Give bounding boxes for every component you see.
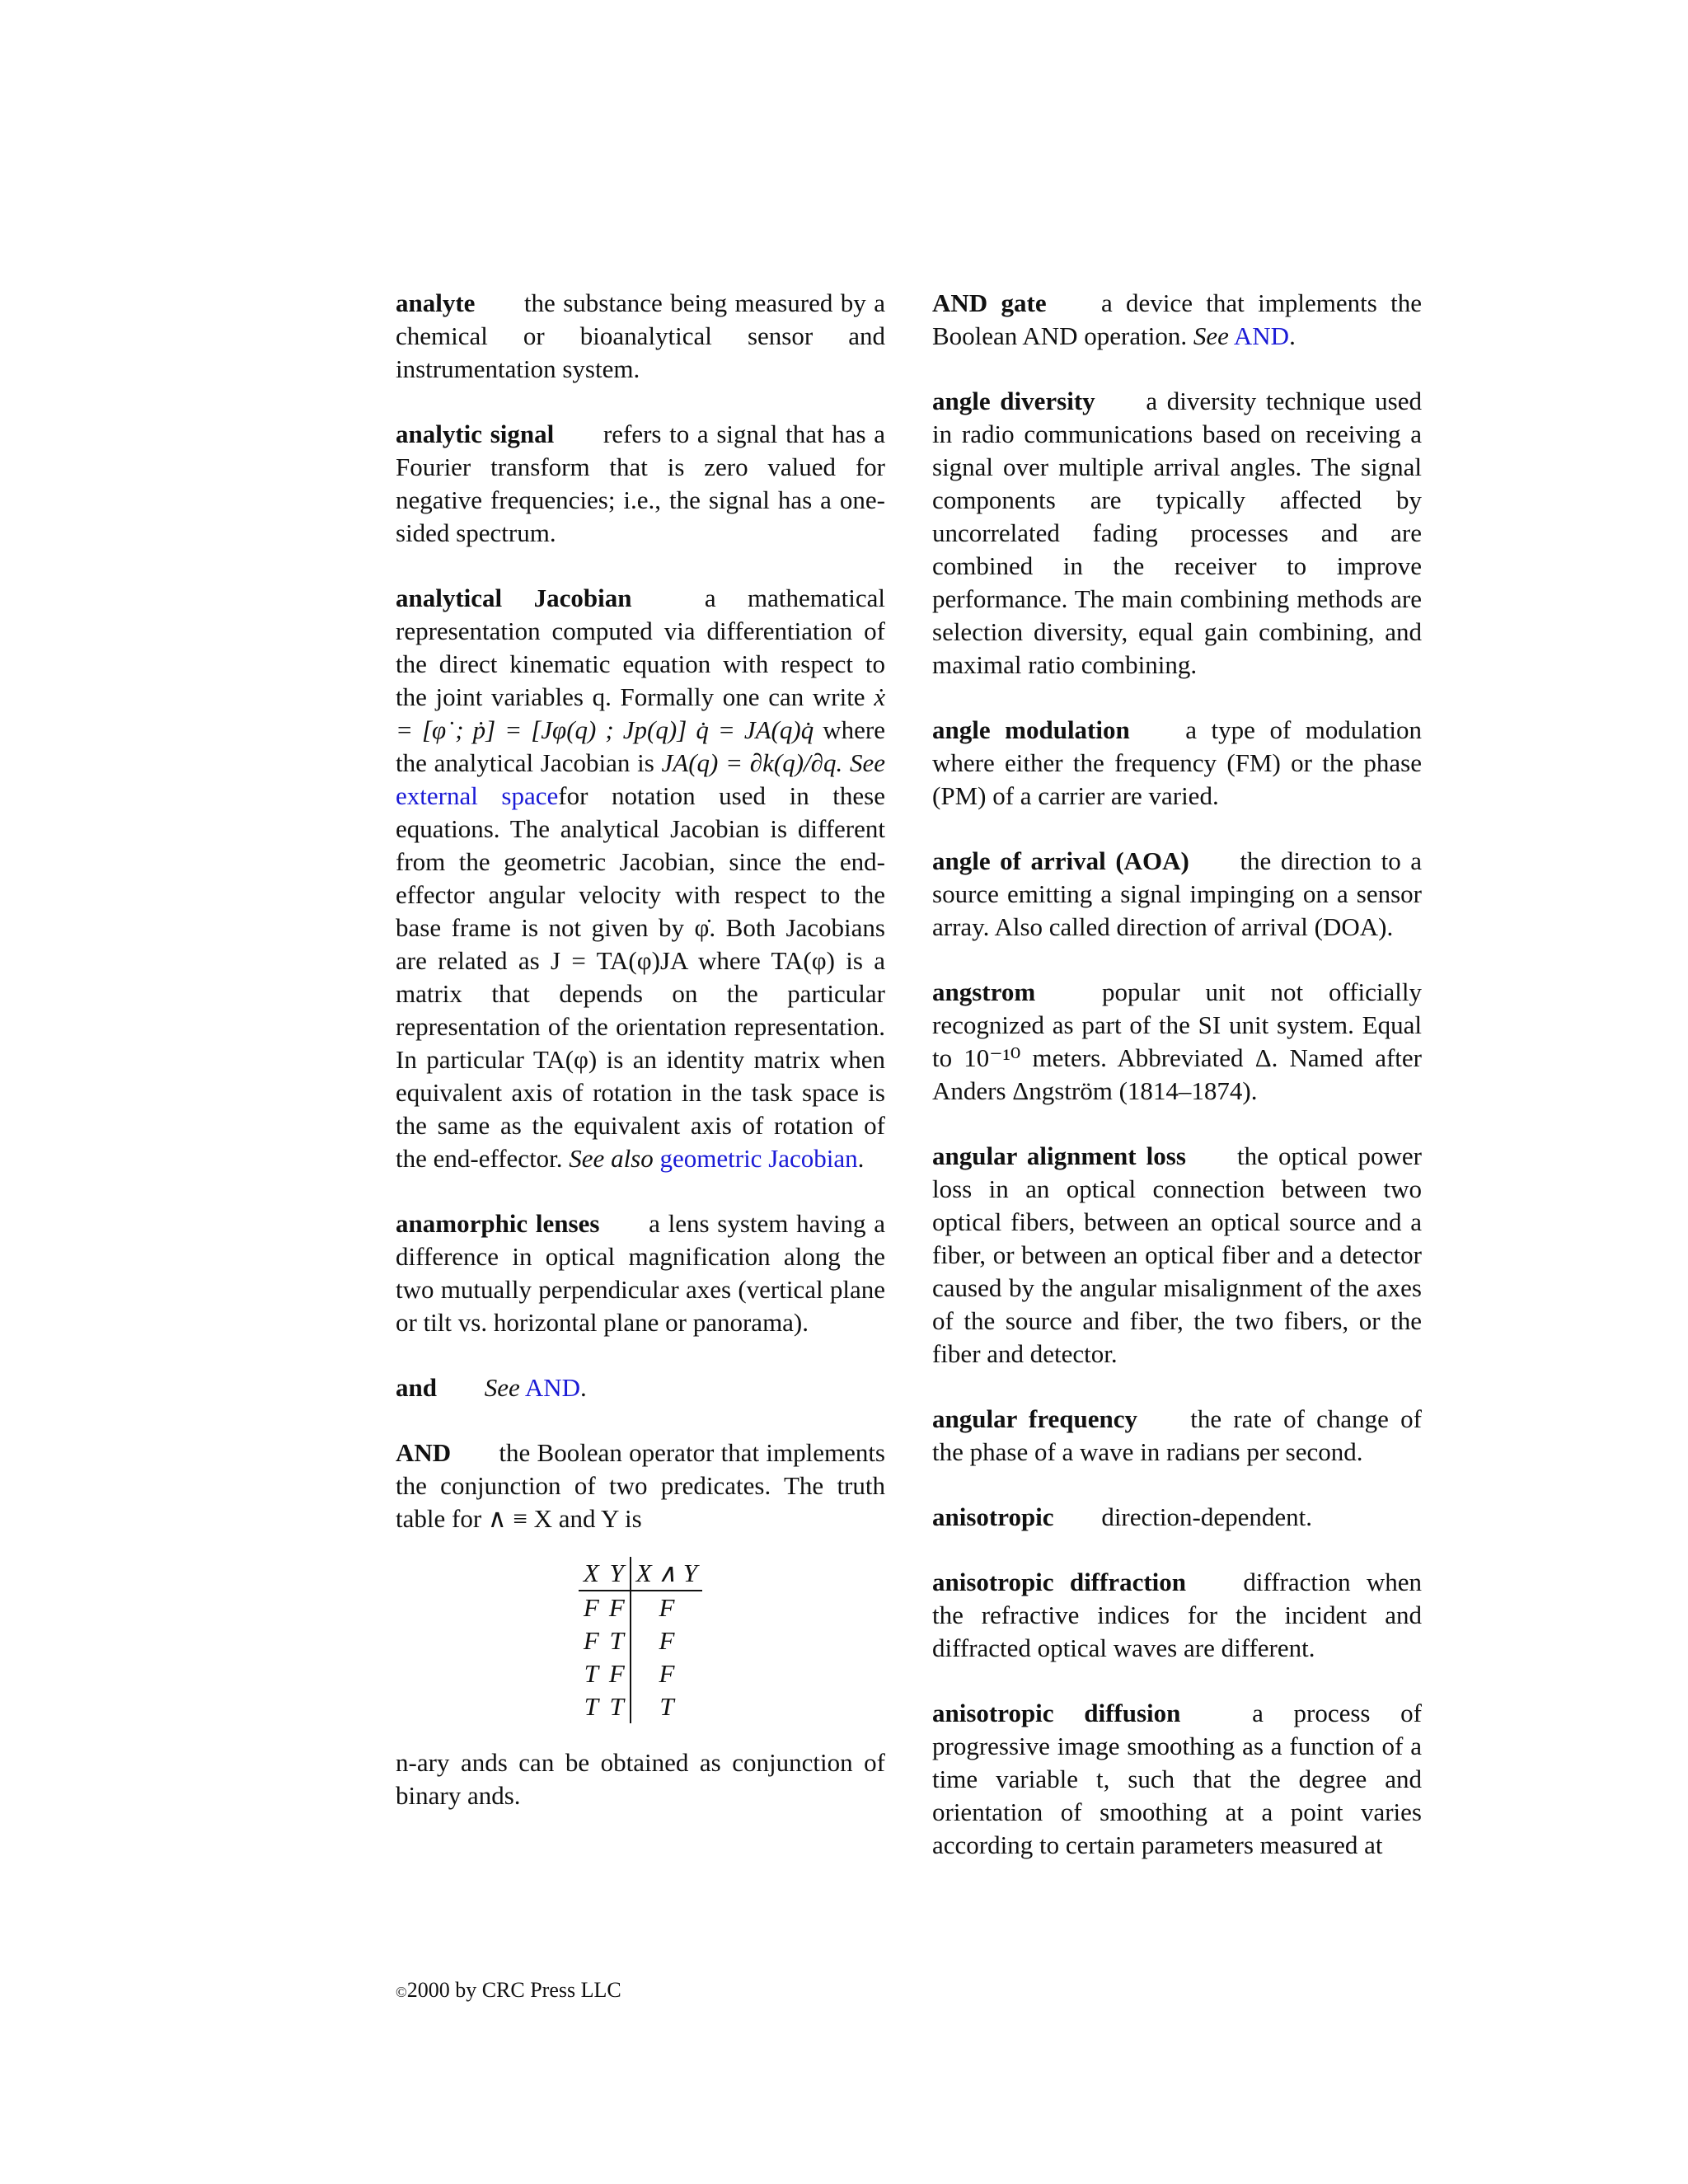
truth-table-header-x: X: [579, 1557, 604, 1591]
truth-table-header-y: Y: [604, 1557, 631, 1591]
entry-angle-diversity: [932, 385, 1422, 682]
definition-analyte: the substance being measured by a chemical or bioanalytical sensor and instrumentation system.: [396, 288, 885, 383]
definition-and-gate: a device that implements the Boolean AND operation.: [932, 288, 1423, 350]
entry-analytic-signal: [396, 418, 885, 550]
term-anisotropic-diffraction: anisotropic diffraction: [932, 1568, 1187, 1596]
definition-analytical-jacobian-part3: for notation used in these equations. The analytical Jacobian is different from the geometric Jacobian, since the end-effector angular velocity with respect to the base frame is not given by φ̇. Both Jacobians are related as J = TA(φ)JA where TA(φ) is a matrix that depends on the particular representation of the orientation representation. In particular TA(φ) is an identity matrix when equivalent axis of rotation in the task space is the same as the equivalent axis of rotation of the end-effector.: [396, 781, 885, 1173]
and-after-table-text: n-ary ands can be obtained as conjunction of binary ands.: [396, 1748, 885, 1810]
definition-angle-modulation: a type of modulation where either the frequency (FM) or the phase (PM) of a carrier are varied.: [932, 715, 1422, 810]
entry-end-period: .: [857, 1144, 865, 1173]
table-cell: T: [584, 1692, 598, 1721]
term-and-uppercase: AND: [396, 1438, 452, 1467]
entry-anamorphic-lenses: [396, 1207, 885, 1339]
entry-anisotropic-diffraction: [932, 1566, 1422, 1665]
see-label: See: [849, 748, 886, 777]
entry-and-uppercase: [396, 1436, 885, 1812]
truth-table: [579, 1557, 702, 1723]
page-footer: [396, 1974, 621, 2008]
table-row: [579, 1657, 702, 1690]
entry-angular-alignment-loss: [932, 1140, 1422, 1371]
table-cell: T: [584, 1659, 598, 1688]
table-cell: F: [631, 1657, 702, 1690]
xref-and[interactable]: AND: [524, 1373, 580, 1402]
definition-and-uppercase: the Boolean operator that implements the conjunction of two predicates. The truth table for ∧ ≡ X and Y is: [396, 1438, 885, 1533]
definition-anamorphic-lenses: a lens system having a difference in optical magnification along the two mutually perpendicular axes (vertical plane or tilt vs. horizontal plane or panorama).: [396, 1209, 885, 1337]
term-analytic-signal: analytic signal: [396, 419, 555, 448]
entry-angular-frequency: [932, 1403, 1422, 1469]
entry-analytical-jacobian: [396, 582, 885, 1175]
table-cell: F: [583, 1593, 599, 1622]
xref-and[interactable]: AND: [1233, 321, 1290, 350]
entry-end-period: .: [1289, 321, 1296, 350]
term-angle-modulation: angle modulation: [932, 715, 1130, 744]
copyright-text: 2000 by CRC Press LLC: [406, 1978, 621, 2002]
table-cell: F: [631, 1624, 702, 1657]
term-anamorphic-lenses: anamorphic lenses: [396, 1209, 600, 1238]
entry-angle-of-arrival: [932, 845, 1422, 944]
term-angle-of-arrival: angle of arrival (AOA): [932, 846, 1189, 875]
term-angstrom: angstrom: [932, 977, 1036, 1006]
table-cell: T: [609, 1692, 624, 1721]
entry-angle-modulation: [932, 714, 1422, 813]
formula-jacobian-velocity: ẋ = [φ̇ ; ṗ] = [Jφ(q) ; Jp(q)] q̇ = JA(q)q̇: [396, 682, 885, 744]
definition-anisotropic: direction-dependent.: [1101, 1502, 1312, 1531]
term-analytical-jacobian: analytical Jacobian: [396, 583, 632, 612]
table-cell: T: [631, 1690, 702, 1723]
definition-angular-frequency: the rate of change of the phase of a wave in radians per second.: [932, 1404, 1422, 1466]
table-cell: F: [608, 1659, 625, 1688]
term-anisotropic: anisotropic: [932, 1502, 1054, 1531]
formula-jacobian-definition: JA(q) = ∂k(q)/∂q.: [661, 748, 843, 777]
definition-analytic-signal: refers to a signal that has a Fourier transform that is zero valued for negative frequencies; i.e., the signal has a one-sided spectrum.: [396, 419, 885, 547]
definition-angle-of-arrival: the direction to a source emitting a signal impinging on a sensor array. Also called direction of arrival (DOA).: [932, 846, 1423, 941]
entry-and-lowercase: [396, 1371, 885, 1404]
table-row: [579, 1690, 702, 1723]
entry-end-period: .: [579, 1373, 587, 1402]
right-column: [932, 287, 1422, 1894]
term-and-gate: AND gate: [932, 288, 1047, 317]
entry-anisotropic-diffusion: [932, 1697, 1422, 1862]
table-cell: F: [608, 1593, 625, 1622]
definition-angstrom: popular unit not officially recognized as part of the SI unit system. Equal to 10⁻¹⁰ meters. Abbreviated Δ. Named after Anders Δngström (1814–1874).: [932, 977, 1422, 1105]
see-label: See: [1193, 321, 1229, 350]
xref-geometric-jacobian[interactable]: geometric Jacobian: [659, 1144, 858, 1173]
entry-analyte: [396, 287, 885, 386]
table-row: [579, 1624, 702, 1657]
see-label: See: [484, 1373, 520, 1402]
entry-angstrom: [932, 976, 1422, 1108]
definition-angle-diversity: a diversity technique used in radio communications based on receiving a signal over multiple arrival angles. The signal components are typically affected by uncorrelated fading processes and are combined in the receiver to improve performance. The main combining methods are selection diversity, equal gain combining, and maximal ratio combining.: [932, 387, 1422, 679]
left-column: [396, 287, 885, 1812]
term-analyte: analyte: [396, 288, 476, 317]
truth-table-header-result: X ∧ Y: [631, 1557, 702, 1591]
definition-anisotropic-diffusion: a process of progressive image smoothing as a function of a time variable t, such that the degree and orientation of smoothing at a point varies according to certain parameters measured at: [932, 1699, 1422, 1859]
table-cell: F: [631, 1591, 702, 1624]
term-and-lowercase: and: [396, 1373, 437, 1402]
truth-table-header-row: [579, 1557, 702, 1591]
entry-and-gate: [932, 287, 1422, 353]
xref-external-space[interactable]: external space: [396, 781, 559, 810]
table-cell: T: [609, 1626, 624, 1655]
see-also-label: See also: [569, 1144, 654, 1173]
term-angular-alignment-loss: angular alignment loss: [932, 1141, 1186, 1170]
table-cell: F: [583, 1626, 599, 1655]
definition-anisotropic-diffraction: diffraction when the refractive indices for the incident and diffracted optical waves are different.: [932, 1568, 1423, 1662]
definition-analytical-jacobian-part2: where the analytical Jacobian is: [396, 715, 885, 777]
term-anisotropic-diffusion: anisotropic diffusion: [932, 1699, 1181, 1727]
definition-angular-alignment-loss: the optical power loss in an optical connection between two optical fibers, between an optical source and a fiber, or between an optical fiber and a detector caused by the angular misalignment of the axes of the source and fiber, the two fibers, or the fiber and detector.: [932, 1141, 1423, 1368]
term-angular-frequency: angular frequency: [932, 1404, 1138, 1433]
entry-anisotropic: [932, 1501, 1422, 1534]
table-row: [579, 1591, 702, 1624]
copyright-symbol: ©: [396, 1984, 407, 2000]
term-angle-diversity: angle diversity: [932, 387, 1095, 415]
definition-analytical-jacobian-part1: a mathematical representation computed via differentiation of the direct kinematic equation with respect to the joint variables q. Formally one can write: [396, 583, 886, 711]
